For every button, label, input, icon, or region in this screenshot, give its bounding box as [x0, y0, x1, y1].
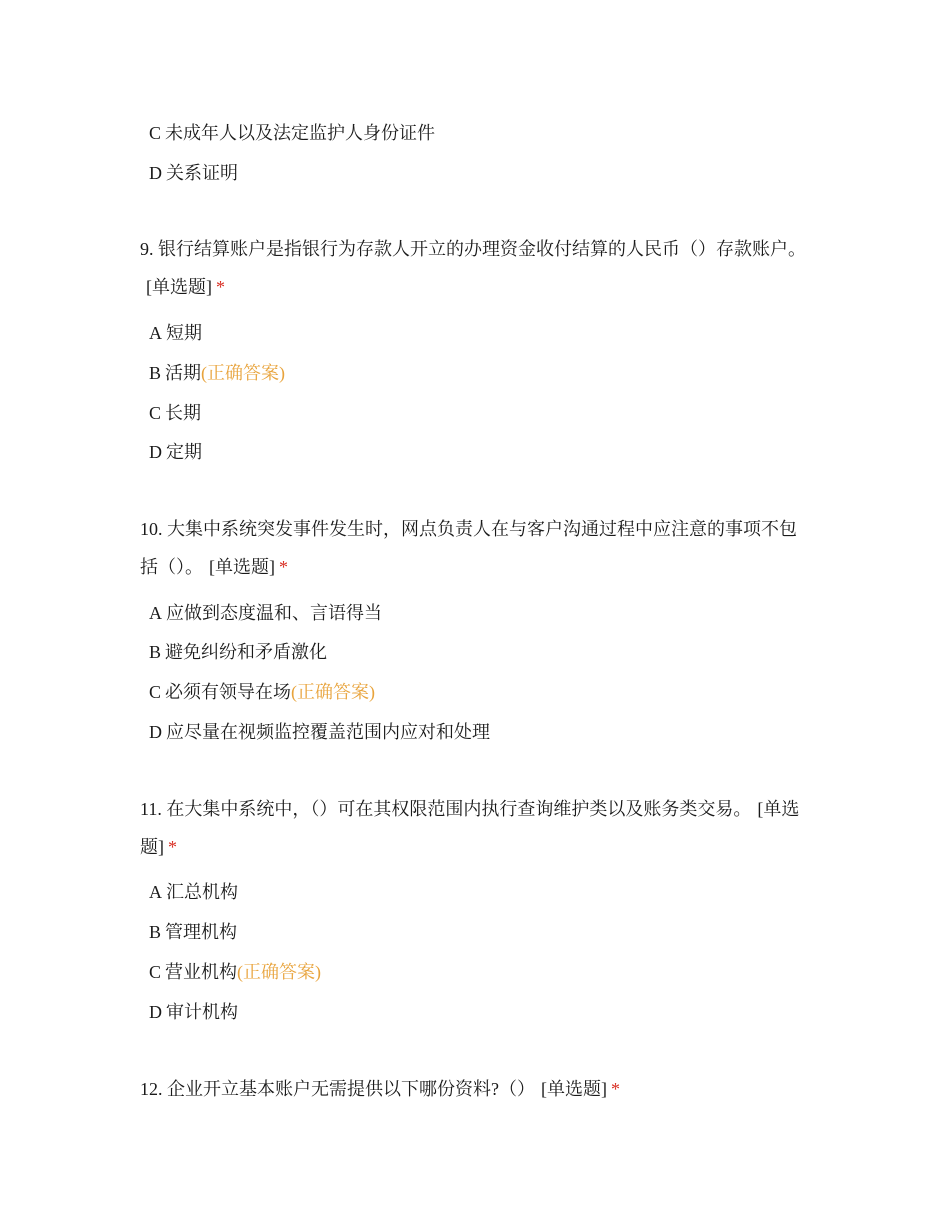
option-text: 应尽量在视频监控覆盖范围内应对和处理 [166, 722, 490, 742]
question-text: 银行结算账户是指银行为存款人开立的办理资金收付结算的人民币（）存款账户。 [158, 239, 806, 259]
prev-option-c [149, 121, 435, 145]
option-text: 审计机构 [166, 1002, 238, 1022]
question-number: 12. [140, 1079, 163, 1099]
q10-option-c [149, 680, 375, 704]
q9-option-d [149, 440, 202, 464]
correct-answer-label: (正确答案) [201, 363, 286, 383]
option-key: B [149, 363, 162, 383]
question-text: 大集中系统突发事件发生时，网点负责人在与客户沟通过程中应注意的事项不包括（）。 [140, 519, 797, 577]
question-type: [单选题] [541, 1079, 607, 1099]
option-text: 必须有领导在场 [165, 682, 292, 702]
option-text: 汇总机构 [166, 882, 238, 902]
q11-option-d [149, 1000, 238, 1024]
question-12 [140, 1070, 810, 1108]
required-mark: * [216, 277, 225, 297]
option-key: A [149, 603, 162, 623]
option-key: C [149, 682, 162, 702]
question-type: [单选题] [146, 277, 212, 297]
option-text: 活期 [165, 363, 202, 383]
question-10 [140, 510, 810, 586]
option-key: C [149, 962, 162, 982]
option-key: A [149, 323, 162, 343]
q10-option-d [149, 720, 490, 744]
option-key: C [149, 403, 162, 423]
question-number: 11. [140, 799, 162, 819]
option-text: 短期 [166, 323, 202, 343]
q11-option-c [149, 960, 321, 984]
question-type: [单选题] [209, 557, 275, 577]
option-text: 未成年人以及法定监护人身份证件 [165, 123, 436, 143]
option-key: B [149, 642, 162, 662]
required-mark: * [279, 557, 288, 577]
option-text: 营业机构 [165, 962, 238, 982]
question-9 [140, 230, 810, 306]
option-text: 管理机构 [165, 922, 238, 942]
required-mark: * [611, 1079, 620, 1099]
option-key: A [149, 882, 162, 902]
option-key: C [149, 123, 162, 143]
option-key: D [149, 722, 162, 742]
q9-option-b [149, 361, 285, 385]
option-key: B [149, 922, 162, 942]
prev-option-d [149, 161, 238, 185]
option-text: 避免纠纷和矛盾激化 [165, 642, 328, 662]
question-type: [单选题] [140, 799, 800, 857]
question-number: 9. [140, 239, 154, 259]
required-mark: * [168, 837, 177, 857]
q11-option-b [149, 920, 237, 944]
option-text: 应做到态度温和、言语得当 [166, 603, 382, 623]
q9-option-c [149, 401, 201, 425]
option-text: 长期 [165, 403, 202, 423]
option-text: 定期 [166, 442, 202, 462]
q11-option-a [149, 880, 238, 904]
option-key: D [149, 442, 162, 462]
question-text: 企业开立基本账户无需提供以下哪份资料?（） [167, 1079, 535, 1099]
q9-option-a [149, 321, 202, 345]
option-key: D [149, 1002, 162, 1022]
question-text: 在大集中系统中，（）可在其权限范围内执行查询维护类以及账务类交易。 [166, 799, 752, 819]
q10-option-b [149, 640, 327, 664]
option-text: 关系证明 [166, 163, 238, 183]
correct-answer-label: (正确答案) [291, 682, 376, 702]
option-key: D [149, 163, 162, 183]
question-number: 10. [140, 519, 163, 539]
correct-answer-label: (正确答案) [237, 962, 322, 982]
q10-option-a [149, 601, 382, 625]
question-11 [140, 790, 810, 866]
